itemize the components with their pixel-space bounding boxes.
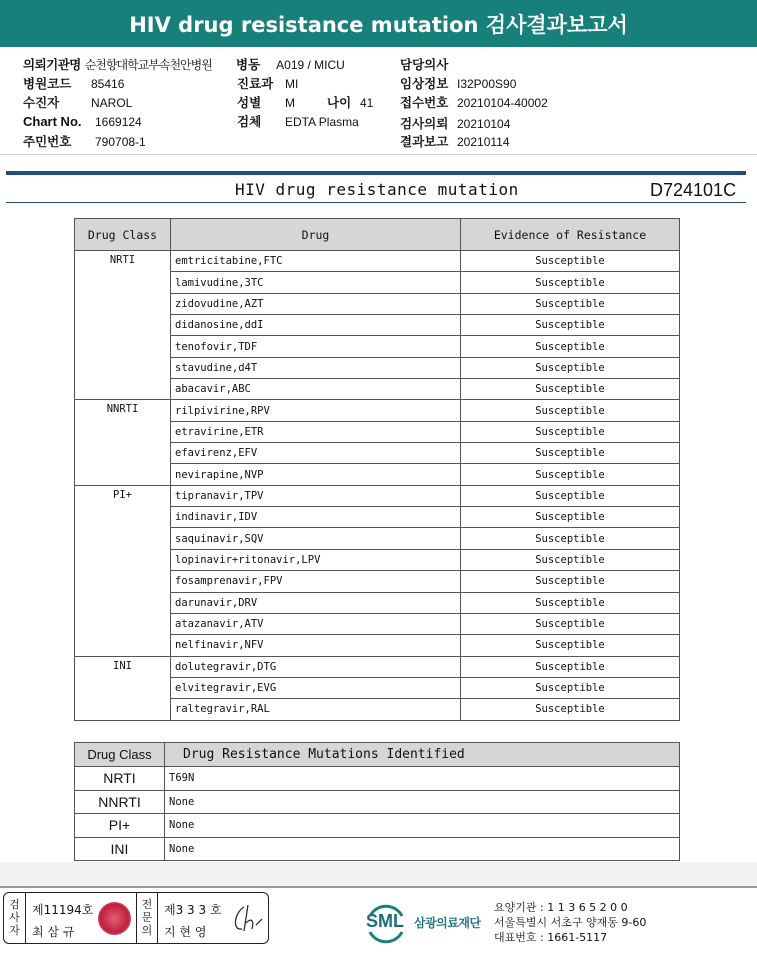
drug-cell: tenofovir,TDF <box>171 336 461 357</box>
logo-text: SML <box>366 911 404 931</box>
drug-cell: atazanavir,ATV <box>171 613 461 634</box>
drug-cell: didanosine,ddI <box>171 315 461 336</box>
signature-box <box>3 892 269 944</box>
evidence-cell: Susceptible <box>461 293 680 314</box>
id-value: 790708-1 <box>95 135 146 149</box>
label: 담당의사 <box>400 57 449 72</box>
label: 접수번호 <box>400 95 449 110</box>
sex-value: M <box>285 96 295 110</box>
drug-cell: nelfinavir,NFV <box>171 635 461 656</box>
header-drug: Drug <box>171 219 461 251</box>
header-drug-class: Drug Class <box>75 219 171 251</box>
chart-value: 1669124 <box>95 115 142 129</box>
label: 성별 <box>237 95 262 110</box>
seal-stamp-icon <box>98 902 131 935</box>
drug-cell: elvitegravir,EVG <box>171 677 461 698</box>
table-row <box>75 656 680 677</box>
label: 검사의뢰 <box>400 116 449 131</box>
label: Chart No. <box>23 114 82 129</box>
examiner-name: 최 삼 규 <box>32 925 75 939</box>
dept-value: MI <box>285 77 299 91</box>
report-header <box>0 0 757 47</box>
evidence-cell: Susceptible <box>461 251 680 272</box>
request-field <box>400 114 510 132</box>
mutations-table <box>74 742 680 861</box>
drug-cell: etravirine,ETR <box>171 421 461 442</box>
drug-cell: lamivudine,3TC <box>171 272 461 293</box>
evidence-cell: Susceptible <box>461 549 680 570</box>
drug-cell: emtricitabine,FTC <box>171 251 461 272</box>
institution-field <box>23 55 212 73</box>
receipt-field <box>400 93 548 111</box>
signature-icon <box>230 903 266 935</box>
drug-cell: saquinavir,SQV <box>171 528 461 549</box>
drug-cell: lopinavir+ritonavir,LPV <box>171 549 461 570</box>
evidence-cell: Susceptible <box>461 571 680 592</box>
hospital-code-field <box>23 74 124 92</box>
footer-rule <box>0 886 757 888</box>
label: 의뢰기관명 <box>23 57 81 72</box>
evidence-cell: Susceptible <box>461 357 680 378</box>
evidence-cell: Susceptible <box>461 656 680 677</box>
care-code: 요양기관 : 1 1 3 6 5 2 0 0 <box>494 901 628 914</box>
id-field <box>23 132 146 150</box>
label: 검체 <box>237 114 262 129</box>
evidence-cell: Susceptible <box>461 485 680 506</box>
evidence-cell: Susceptible <box>461 272 680 293</box>
table-row <box>75 400 680 421</box>
patient-field <box>23 93 132 111</box>
drug-class-cell: NNRTI <box>75 400 171 485</box>
evidence-cell: Susceptible <box>461 400 680 421</box>
label: 병동 <box>236 57 261 72</box>
evidence-cell: Susceptible <box>461 613 680 634</box>
header-drug-class: Drug Class <box>75 743 165 767</box>
hospital-code-value: 85416 <box>91 77 125 91</box>
test-code: D724101C <box>650 180 737 200</box>
patient-value: NAROL <box>91 96 133 110</box>
drug-cell: indinavir,IDV <box>171 507 461 528</box>
ward-value: A019 / MICU <box>276 58 345 72</box>
drug-class-cell: PI+ <box>75 485 171 656</box>
table-row <box>75 251 680 272</box>
phone: 대표번호 : 1661-5117 <box>494 931 608 944</box>
mutation-cell: None <box>165 790 680 814</box>
evidence-cell: Susceptible <box>461 528 680 549</box>
section-underline <box>6 202 746 203</box>
report-date-field <box>400 132 510 150</box>
drug-cell: zidovudine,AZT <box>171 293 461 314</box>
specialist-name: 지 현 영 <box>164 925 207 939</box>
evidence-cell: Susceptible <box>461 336 680 357</box>
label: 주민번호 <box>23 134 72 149</box>
section-rule <box>6 171 746 175</box>
label: 임상정보 <box>400 76 449 91</box>
ward-field <box>236 55 345 73</box>
section-title: HIV drug resistance mutation <box>235 180 519 199</box>
divider <box>0 154 757 155</box>
drug-cell: rilpivirine,RPV <box>171 400 461 421</box>
age-field <box>327 93 373 111</box>
dept-field <box>237 74 298 92</box>
receipt-value: 20210104-40002 <box>457 96 548 110</box>
evidence-cell: Susceptible <box>461 592 680 613</box>
specimen-value: EDTA Plasma <box>285 115 359 129</box>
label: 결과보고 <box>400 134 449 149</box>
drug-cell: raltegravir,RAL <box>171 699 461 720</box>
age-value: 41 <box>360 96 374 110</box>
drug-cell: abacavir,ABC <box>171 379 461 400</box>
drug-resistance-table <box>74 218 680 721</box>
drug-cell: darunavir,DRV <box>171 592 461 613</box>
clinical-field <box>400 74 516 92</box>
chart-field <box>23 114 142 129</box>
label: 나이 <box>327 95 352 110</box>
drug-cell: fosamprenavir,FPV <box>171 571 461 592</box>
evidence-cell: Susceptible <box>461 464 680 485</box>
label: 병원코드 <box>23 76 72 91</box>
report-date-value: 20210114 <box>457 135 510 149</box>
specialist-number: 제3 3 3 호 <box>164 903 222 917</box>
drug-class-cell: NNRTI <box>75 790 165 814</box>
label: 수진자 <box>23 95 60 110</box>
evidence-cell: Susceptible <box>461 315 680 336</box>
drug-class-cell: INI <box>75 656 171 720</box>
specimen-field <box>237 112 359 130</box>
header-mutations: Drug Resistance Mutations Identified <box>165 743 680 767</box>
table-row <box>75 814 680 838</box>
mutation-cell: None <box>165 837 680 861</box>
evidence-cell: Susceptible <box>461 677 680 698</box>
table-row <box>75 837 680 861</box>
drug-class-cell: PI+ <box>75 814 165 838</box>
drug-class-cell: NRTI <box>75 767 165 791</box>
institution-value: 순천향대학교부속천안병원 <box>84 58 212 72</box>
clinical-value: I32P00S90 <box>457 77 517 91</box>
examiner-number: 제11194호 <box>32 903 94 917</box>
header-evidence: Evidence of Resistance <box>461 219 680 251</box>
table-row <box>75 790 680 814</box>
specialist-label: 전문의 <box>136 893 158 943</box>
evidence-cell: Susceptible <box>461 443 680 464</box>
drug-cell: stavudine,d4T <box>171 357 461 378</box>
drug-class-cell: NRTI <box>75 251 171 400</box>
mutation-cell: None <box>165 814 680 838</box>
drug-cell: efavirenz,EFV <box>171 443 461 464</box>
table-row <box>75 767 680 791</box>
drug-cell: dolutegravir,DTG <box>171 656 461 677</box>
evidence-cell: Susceptible <box>461 507 680 528</box>
org-contact <box>494 900 646 945</box>
drug-cell: tipranavir,TPV <box>171 485 461 506</box>
doctor-field <box>400 55 448 73</box>
evidence-cell: Susceptible <box>461 379 680 400</box>
request-value: 20210104 <box>457 117 511 131</box>
evidence-cell: Susceptible <box>461 421 680 442</box>
evidence-cell: Susceptible <box>461 635 680 656</box>
evidence-cell: Susceptible <box>461 699 680 720</box>
sex-field <box>237 93 295 111</box>
mutation-cell: T69N <box>165 767 680 791</box>
drug-cell: nevirapine,NVP <box>171 464 461 485</box>
label: 진료과 <box>237 76 274 91</box>
org-name: 삼광의료재단 <box>414 916 481 930</box>
table-row <box>75 485 680 506</box>
footer-band <box>0 862 757 887</box>
report-header-title: HIV drug resistance mutation 검사결과보고서 <box>129 13 628 37</box>
drug-class-cell: INI <box>75 837 165 861</box>
examiner-label: 검사자 <box>4 893 26 943</box>
address: 서울특별시 서초구 양재동 9-60 <box>494 916 647 929</box>
